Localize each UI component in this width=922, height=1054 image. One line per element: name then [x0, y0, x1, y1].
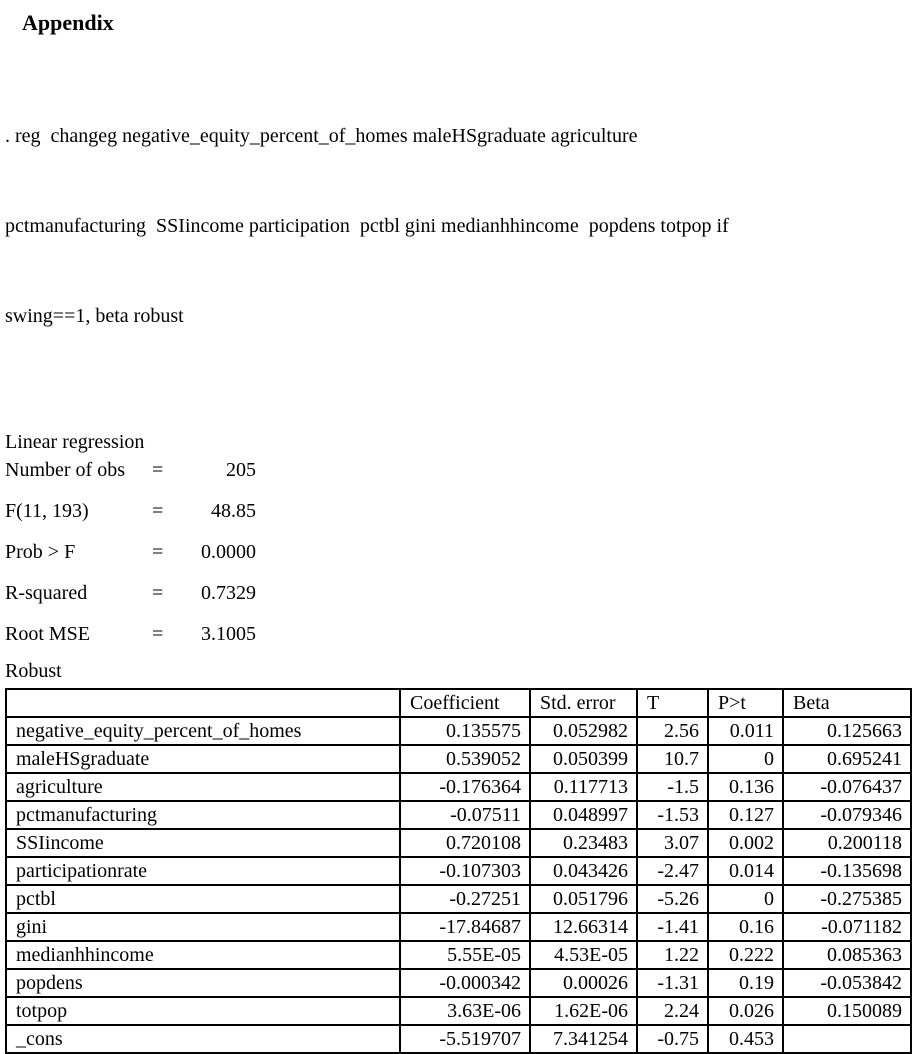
table-row: [6, 941, 911, 969]
equals-sign: =: [152, 500, 164, 522]
value-cell: -1.53: [637, 801, 708, 829]
value-cell: 0.453: [708, 1025, 783, 1053]
row-label-cell: negative_equity_percent_of_homes: [6, 717, 400, 745]
stat-prob-f: [5, 538, 916, 566]
value-cell: 0.002: [708, 829, 783, 857]
results-table-body: [6, 689, 911, 1053]
stat-value: 48.85: [211, 500, 256, 522]
value-cell: 0.127: [708, 801, 783, 829]
value-cell: -5.26: [637, 885, 708, 913]
value-cell: 0.135575: [400, 717, 530, 745]
value-cell: 0.136: [708, 773, 783, 801]
row-label-cell: pctmanufacturing: [6, 801, 400, 829]
row-label-cell: SSIincome: [6, 829, 400, 857]
command-line: . reg changeg negative_equity_percent_of_homes maleHSgraduate agriculture: [5, 125, 638, 147]
command-line: pctmanufacturing SSIincome participation pctbl gini medianhhincome popdens totpop if: [5, 215, 729, 237]
value-cell: 0.011: [708, 717, 783, 745]
value-cell: 0.014: [708, 857, 783, 885]
row-label-cell: _cons: [6, 1025, 400, 1053]
value-cell: -0.27251: [400, 885, 530, 913]
value-cell: 0.200118: [783, 829, 911, 857]
stat-value: 0.7329: [201, 582, 256, 604]
stat-label: F(11, 193): [5, 500, 89, 522]
table-row: [6, 801, 911, 829]
stat-label: R-squared: [5, 582, 88, 604]
stat-label: Root MSE: [5, 623, 91, 645]
value-cell: 3.07: [637, 829, 708, 857]
value-cell: -0.75: [637, 1025, 708, 1053]
value-cell: -1.41: [637, 913, 708, 941]
table-row: [6, 745, 911, 773]
value-cell: -17.84687: [400, 913, 530, 941]
value-cell: 1.22: [637, 941, 708, 969]
table-row: [6, 857, 911, 885]
stat-number-of-obs: [5, 456, 916, 484]
value-cell: -0.176364: [400, 773, 530, 801]
header-cell: T: [637, 689, 708, 717]
stat-root-mse: [5, 620, 916, 648]
value-cell: 0.125663: [783, 717, 911, 745]
value-cell: 12.66314: [530, 913, 637, 941]
row-label-cell: gini: [6, 913, 400, 941]
stata-command: [5, 61, 916, 391]
value-cell: 0.19: [708, 969, 783, 997]
header-cell: Beta: [783, 689, 911, 717]
table-header-row: [6, 689, 911, 717]
value-cell: 0.720108: [400, 829, 530, 857]
value-cell: -0.275385: [783, 885, 911, 913]
header-cell: Coefficient: [400, 689, 530, 717]
stat-r-squared: [5, 579, 916, 607]
command-line: swing==1, beta robust: [5, 305, 184, 327]
value-cell: [783, 1025, 911, 1053]
results-table: [5, 688, 912, 1054]
value-cell: 4.53E-05: [530, 941, 637, 969]
row-label-cell: maleHSgraduate: [6, 745, 400, 773]
robust-label: Robust: [5, 660, 62, 682]
value-cell: 0.051796: [530, 885, 637, 913]
value-cell: 0.026: [708, 997, 783, 1025]
regression-stats: [5, 428, 916, 648]
value-cell: 0.048997: [530, 801, 637, 829]
table-row: [6, 829, 911, 857]
table-row: [6, 997, 911, 1025]
value-cell: -0.053842: [783, 969, 911, 997]
value-cell: 0.00026: [530, 969, 637, 997]
value-cell: -0.071182: [783, 913, 911, 941]
value-cell: -5.519707: [400, 1025, 530, 1053]
model-label: Linear regression: [5, 431, 145, 453]
value-cell: 3.63E-06: [400, 997, 530, 1025]
value-cell: 10.7: [637, 745, 708, 773]
value-cell: 1.62E-06: [530, 997, 637, 1025]
row-label-cell: totpop: [6, 997, 400, 1025]
stat-f: [5, 497, 916, 525]
value-cell: 0.043426: [530, 857, 637, 885]
value-cell: 0.23483: [530, 829, 637, 857]
value-cell: 0.052982: [530, 717, 637, 745]
table-row: [6, 913, 911, 941]
value-cell: -0.107303: [400, 857, 530, 885]
row-label-cell: popdens: [6, 969, 400, 997]
row-label-cell: participationrate: [6, 857, 400, 885]
table-row: [6, 773, 911, 801]
value-cell: -0.135698: [783, 857, 911, 885]
row-label-cell: agriculture: [6, 773, 400, 801]
equals-sign: =: [152, 459, 164, 481]
table-row: [6, 717, 911, 745]
value-cell: 0.695241: [783, 745, 911, 773]
table-row: [6, 885, 911, 913]
stat-value: 205: [226, 459, 256, 481]
value-cell: 2.56: [637, 717, 708, 745]
equals-sign: =: [152, 582, 164, 604]
value-cell: 5.55E-05: [400, 941, 530, 969]
row-label-cell: medianhhincome: [6, 941, 400, 969]
value-cell: 0.150089: [783, 997, 911, 1025]
page-title: Appendix: [22, 10, 114, 35]
value-cell: -2.47: [637, 857, 708, 885]
stat-value: 3.1005: [201, 623, 256, 645]
value-cell: -0.07511: [400, 801, 530, 829]
value-cell: 0.222: [708, 941, 783, 969]
value-cell: -1.5: [637, 773, 708, 801]
row-label-cell: pctbl: [6, 885, 400, 913]
table-row: [6, 1025, 911, 1053]
stat-value: 0.0000: [201, 541, 256, 563]
value-cell: 2.24: [637, 997, 708, 1025]
value-cell: 7.341254: [530, 1025, 637, 1053]
equals-sign: =: [152, 623, 164, 645]
table-row: [6, 969, 911, 997]
value-cell: 0: [708, 745, 783, 773]
equals-sign: =: [152, 541, 164, 563]
value-cell: 0.16: [708, 913, 783, 941]
value-cell: 0.117713: [530, 773, 637, 801]
value-cell: -0.000342: [400, 969, 530, 997]
header-cell: [6, 689, 400, 717]
value-cell: 0.539052: [400, 745, 530, 773]
value-cell: 0.050399: [530, 745, 637, 773]
stat-label: Number of obs: [5, 459, 125, 481]
value-cell: -0.079346: [783, 801, 911, 829]
value-cell: 0.085363: [783, 941, 911, 969]
stat-label: Prob > F: [5, 541, 76, 563]
header-cell: P>t: [708, 689, 783, 717]
value-cell: 0: [708, 885, 783, 913]
header-cell: Std. error: [530, 689, 637, 717]
value-cell: -0.076437: [783, 773, 911, 801]
value-cell: -1.31: [637, 969, 708, 997]
